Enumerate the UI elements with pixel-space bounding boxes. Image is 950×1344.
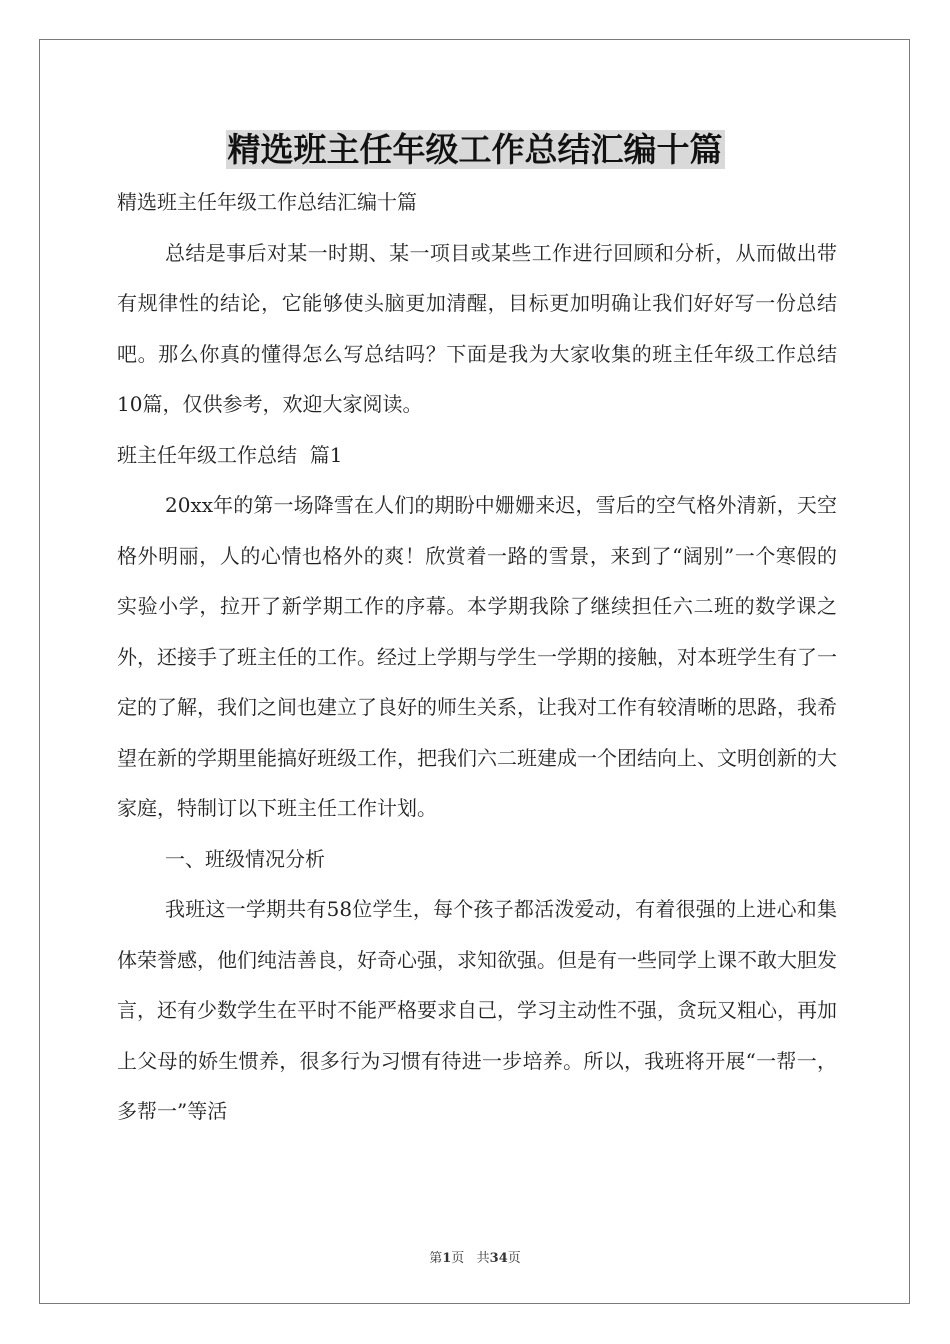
body-paragraph-2: 我班这一学期共有58位学生，每个孩子都活泼爱动，有着很强的上进心和集体荣誉感，他们纯洁善良，好奇心强，求知欲强。但是有一些同学上课不敢大胆发言，还有少数学生在平时不能严格要求自己，学习主动性不强，贪玩又粗心，再加上父母的娇生惯养，很多行为习惯有待进一步培养。所以，我班将开展“一帮一，多帮一”等活 [117,897,837,1123]
footer-page-mid: 页 共 [451,1251,490,1266]
document-body [117,177,837,1137]
subheading-class-analysis: 一、班级情况分析 [165,846,325,871]
footer-page-prefix: 第 [429,1251,443,1266]
document-subtitle: 精选班主任年级工作总结汇编十篇 [117,190,417,214]
section-heading: 班主任年级工作总结 篇1 [117,442,343,467]
page-footer [0,1247,950,1266]
footer-page-suffix: 页 [507,1251,521,1266]
body-paragraph-1: 20xx年的第一场降雪在人们的期盼中姗姗来迟，雪后的空气格外清新，天空格外明丽，人的心情也格外的爽！欣赏着一路的雪景，来到了“阔别”一个寒假的实验小学，拉开了新学期工作的序幕。本学期我除了继续担任六二班的数学课之外，还接手了班主任的工作。经过上学期与学生一学期的接触，对本班学生有了一定的了解，我们之间也建立了良好的师生关系，让我对工作有较清晰的思路，我希望在新的学期里能搞好班级工作，把我们六二班建成一个团结向上、文明创新的大家庭，特制订以下班主任工作计划。 [117,493,837,820]
footer-total-pages: 34 [489,1251,508,1266]
document-title [0,128,950,172]
document-title-text: 精选班主任年级工作总结汇编十篇 [227,130,723,169]
footer-page-number: 1 [442,1251,452,1266]
intro-paragraph: 总结是事后对某一时期、某一项目或某些工作进行回顾和分析，从而做出带有规律性的结论，它能够使头脑更加清醒，目标更加明确让我们好好写一份总结吧。那么你真的懂得怎么写总结吗？下面是我为大家收集的班主任年级工作总结10篇，仅供参考，欢迎大家阅读。 [117,240,837,416]
